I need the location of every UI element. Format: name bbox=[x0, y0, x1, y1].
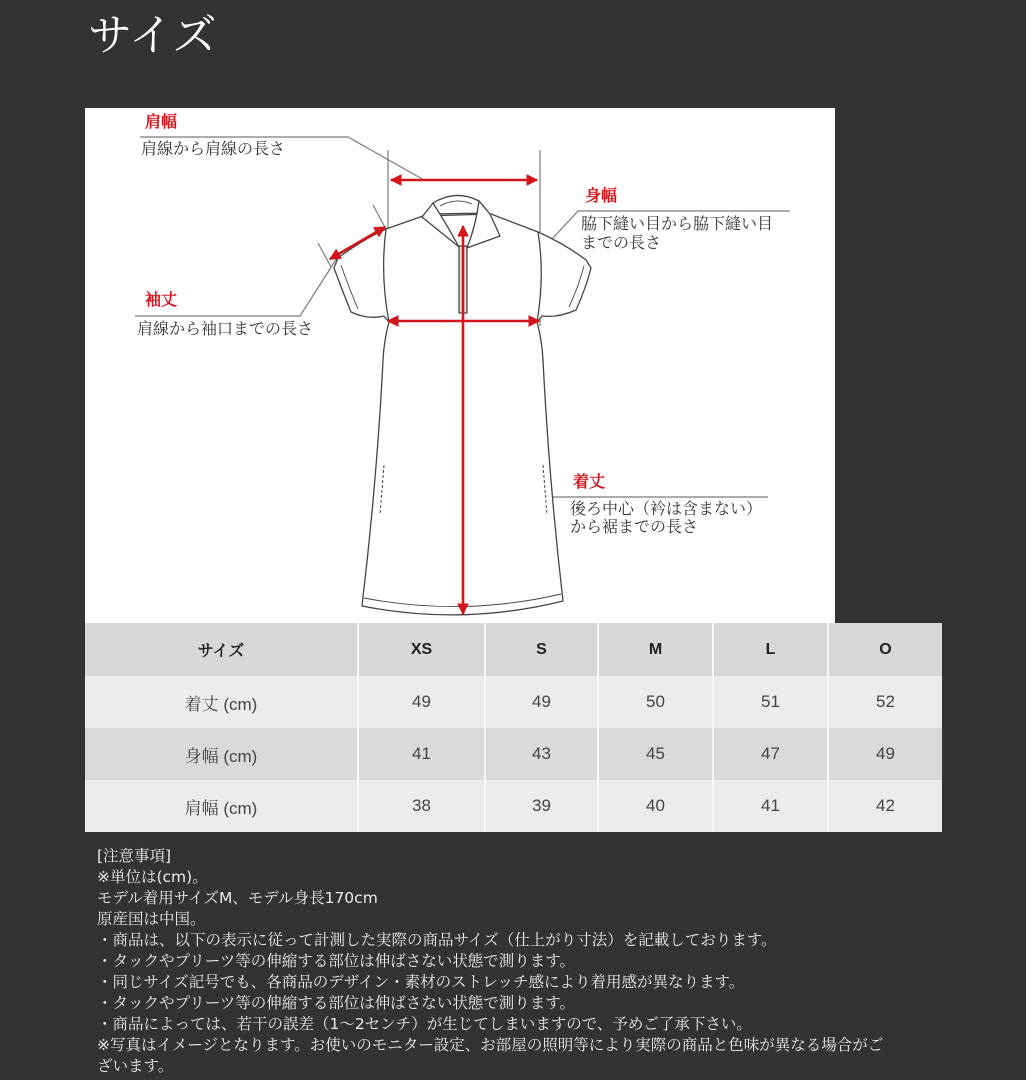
notes-line: ※単位は(cm)。 bbox=[97, 868, 208, 886]
table-cell: 49 bbox=[484, 676, 597, 728]
table-cell: 42 bbox=[827, 780, 942, 832]
table-header-size: サイズ bbox=[85, 623, 357, 676]
notes-line: ・商品によっては、若干の誤差（1〜2センチ）が生じてしまいますので、予めご了承下さい。 bbox=[97, 1015, 752, 1033]
notes-line: モデル着用サイズM、モデル身長170cm bbox=[97, 889, 378, 907]
table-header-xs: XS bbox=[357, 623, 484, 676]
table-cell: 50 bbox=[597, 676, 712, 728]
sleeve-length-description: 肩線から袖口までの長さ bbox=[137, 319, 314, 338]
notes-line: ざいます。 bbox=[97, 1057, 174, 1075]
notes-line: ・同じサイズ記号でも、各商品のデザイン・素材のストレッチ感により着用感が異なります。 bbox=[97, 973, 745, 991]
notes-line: ※写真はイメージとなります。お使いのモニター設定、お部屋の照明等により実際の商品と色味が異なる場合がご bbox=[97, 1036, 884, 1054]
body-width-description-line-2: までの長さ bbox=[581, 233, 662, 252]
table-header-l: L bbox=[712, 623, 827, 676]
total-length-description-line-2: から裾までの長さ bbox=[570, 517, 699, 536]
table-cell: 52 bbox=[827, 676, 942, 728]
body-width-description-line-1: 脇下縫い目から脇下縫い目 bbox=[581, 214, 774, 233]
notes-heading: [注意事項] bbox=[97, 847, 172, 865]
table-cell: 43 bbox=[484, 728, 597, 780]
notes-line: ・タックやプリーツ等の伸縮する部位は伸ばさない状態で測ります。 bbox=[97, 952, 576, 970]
table-header-m: M bbox=[597, 623, 712, 676]
table-cell: 40 bbox=[597, 780, 712, 832]
table-cell: 49 bbox=[357, 676, 484, 728]
table-cell: 51 bbox=[712, 676, 827, 728]
total-length-label: 着丈 bbox=[573, 472, 606, 491]
table-row-label: 肩幅 (cm) bbox=[85, 780, 357, 832]
table-cell: 41 bbox=[712, 780, 827, 832]
table-header-s: S bbox=[484, 623, 597, 676]
shoulder-width-description: 肩線から肩線の長さ bbox=[141, 139, 286, 158]
sleeve-reference-tick-bottom bbox=[318, 243, 331, 267]
notes-section bbox=[97, 846, 883, 1077]
notes-line: 原産国は中国。 bbox=[97, 910, 206, 928]
table-header-o: O bbox=[827, 623, 942, 676]
table-cell: 45 bbox=[597, 728, 712, 780]
notes-line: ・タックやプリーツ等の伸縮する部位は伸ばさない状態で測ります。 bbox=[97, 994, 576, 1012]
total-length-description-line-1: 後ろ中心（衿は含まない） bbox=[570, 499, 763, 518]
sleeve-length-label: 袖丈 bbox=[145, 290, 178, 309]
table-row-label: 着丈 (cm) bbox=[85, 676, 357, 728]
dress-measurement-diagram bbox=[85, 108, 835, 623]
shoulder-width-label: 肩幅 bbox=[145, 112, 178, 131]
table-cell: 49 bbox=[827, 728, 942, 780]
page-title: サイズ bbox=[88, 10, 217, 61]
notes-line: ・商品は、以下の表示に従って計測した実際の商品サイズ（仕上がり寸法）を記載しております。 bbox=[97, 931, 777, 949]
table-cell: 39 bbox=[484, 780, 597, 832]
table-cell: 41 bbox=[357, 728, 484, 780]
table-cell: 47 bbox=[712, 728, 827, 780]
size-table bbox=[85, 623, 942, 832]
size-diagram-panel bbox=[85, 108, 835, 623]
body-width-label: 身幅 bbox=[585, 186, 618, 205]
table-cell: 38 bbox=[357, 780, 484, 832]
table-row-label: 身幅 (cm) bbox=[85, 728, 357, 780]
